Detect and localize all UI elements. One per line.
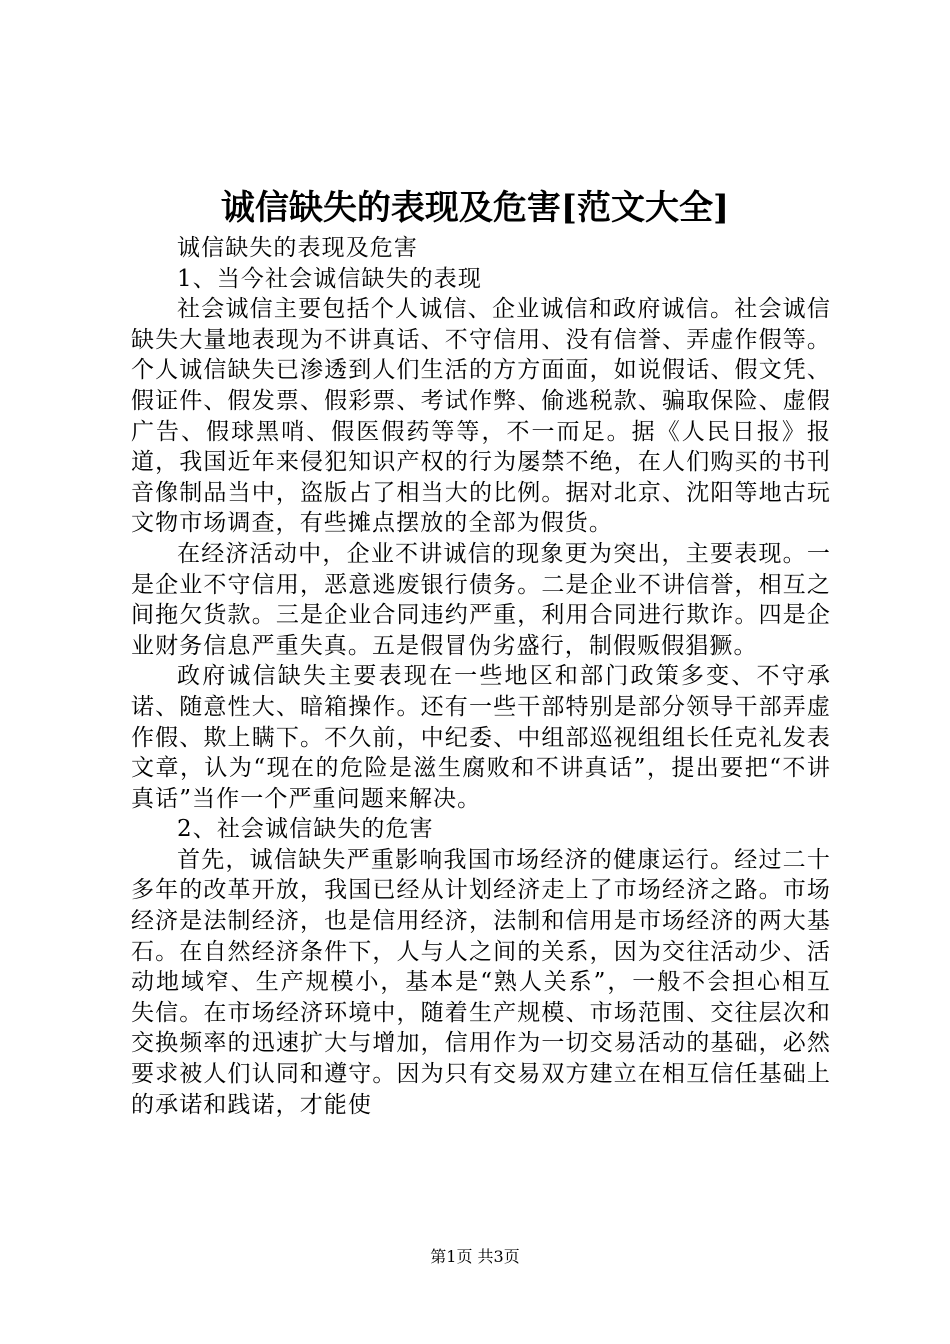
page-footer: 第1页 共3页 xyxy=(430,1247,520,1266)
body-paragraph: 首先，诚信缺失严重影响我国市场经济的健康运行。经过二十多年的改革开放，我国已经从计划经济走上了市场经济之路。市场经济是法制经济，也是信用经济，法制和信用是市场经济的两大基石。在自然经济条件下，人与人之间的关系，因为交往活动少、活动地域窄、生产规模小，基本是“熟人关系”，一般不会担心相互失信。在市场经济环境中，随着生产规模、市场范围、交往层次和交换频率的迅速扩大与增加，信用作为一切交易活动的基础，必然要求被人们认同和遵守。因为只有交易双方建立在相互信任基础上的承诺和践诺，才能使 xyxy=(131,846,831,1118)
section-heading-2: 2、社会诚信缺失的危害 xyxy=(177,816,434,843)
document-title: 诚信缺失的表现及危害[范文大全] xyxy=(220,188,730,228)
section-heading-1: 1、当今社会诚信缺失的表现 xyxy=(177,265,482,292)
document-body xyxy=(131,233,831,1120)
body-paragraph: 在经济活动中，企业不讲诚信的现象更为突出，主要表现。一是企业不守信用，恶意逃废银行债务。二是企业不讲信誉，相互之间拖欠货款。三是企业合同违约严重，利用合同进行欺诈。四是企业财务信息严重失真。五是假冒伪劣盛行，制假贩假猖獗。 xyxy=(131,540,831,659)
body-paragraph: 社会诚信主要包括个人诚信、企业诚信和政府诚信。社会诚信缺失大量地表现为不讲真话、不守信用、没有信誉、弄虚作假等。个人诚信缺失已渗透到人们生活的方方面面，如说假话、假文凭、假证件、假发票、假彩票、考试作弊、偷逃税款、骗取保险、虚假广告、假球黑哨、假医假药等等，不一而足。据《人民日报》报道，我国近年来侵犯知识产权的行为屡禁不绝，在人们购买的书刊音像制品当中，盗版占了相当大的比例。据对北京、沈阳等地古玩文物市场调查，有些摊点摆放的全部为假货。 xyxy=(131,296,831,537)
body-paragraph: 政府诚信缺失主要表现在一些地区和部门政策多变、不守承诺、随意性大、暗箱操作。还有一些干部特别是部分领导干部弄虚作假、欺上瞒下。不久前，中纪委、中组部巡视组组长任克礼发表文章，认为“现在的危险是滋生腐败和不讲真话”，提出要把“不讲真话”当作一个严重问题来解决。 xyxy=(131,663,831,812)
subtitle-paragraph: 诚信缺失的表现及危害 xyxy=(177,235,418,261)
